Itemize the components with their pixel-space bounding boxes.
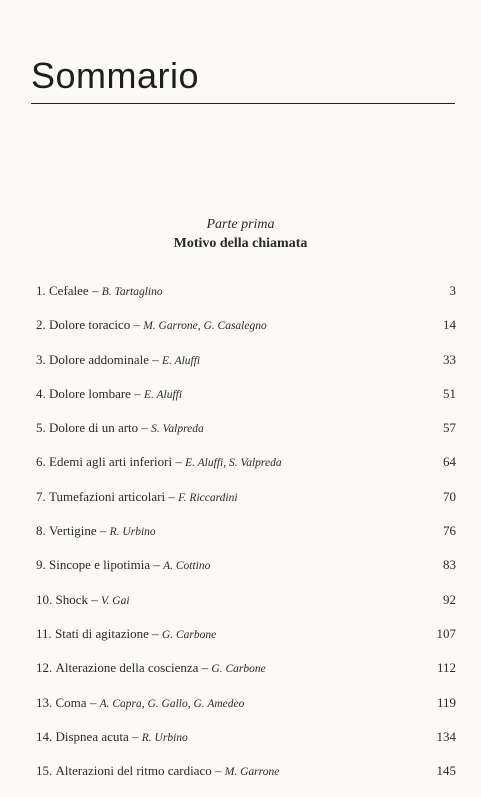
toc-entry-authors: A. Cottino <box>163 560 211 573</box>
toc-entry[interactable]: 8. Vertigine – R. Urbino 76 <box>36 523 456 539</box>
toc-entry-authors: M. Garrone, G. Casalegno <box>143 320 267 333</box>
toc-entry-page: 76 <box>443 523 456 539</box>
toc-entry-number: 12. <box>36 660 53 676</box>
toc-entry-title: Dolore toracico <box>49 317 131 333</box>
toc-entry[interactable]: 13. Coma – A. Capra, G. Gallo, G. Amedeo 119 <box>36 694 456 710</box>
toc-entry-title: Edemi agli arti inferiori <box>49 454 173 470</box>
toc-entry[interactable]: 12. Alterazione della coscienza – G. Carbone 112 <box>36 660 456 676</box>
toc-entry-title: Dispnea acuta <box>55 728 129 744</box>
toc-entry-authors: M. Garrone <box>224 766 280 779</box>
toc-entry-number: 4. <box>36 385 46 401</box>
toc-entry-title: Cefalee <box>49 283 89 298</box>
toc-entry-number: 10. <box>36 591 53 607</box>
toc-entry[interactable]: 15. Alterazioni del ritmo cardiaco – M. Garrone 145 <box>36 763 456 779</box>
toc-entry-authors: F. Riccardini <box>178 491 238 504</box>
toc-entry-title: Alterazione della coscienza <box>55 660 199 676</box>
table-of-contents <box>36 283 456 797</box>
toc-entry[interactable]: 6. Edemi agli arti inferiori – E. Aluffi, S. Valpreda 64 <box>36 454 456 470</box>
toc-entry-page: 70 <box>443 488 456 504</box>
toc-entry-title: Dolore di un arto <box>49 420 139 436</box>
toc-entry-authors: A. Capra, G. Gallo, G. Amedeo <box>99 697 245 710</box>
toc-entry-number: 13. <box>36 694 53 710</box>
toc-entry-page: 107 <box>436 625 456 641</box>
toc-entry-authors: V. Gai <box>101 594 130 607</box>
toc-entry-title: Dolore addominale <box>49 351 149 367</box>
toc-entry[interactable]: 5. Dolore di un arto – S. Valpreda 57 <box>36 420 456 436</box>
toc-entry-number: 8. <box>36 523 46 539</box>
toc-entry-title: Dolore lombare <box>49 385 131 401</box>
toc-entry-title: Tumefazioni articolari <box>49 488 166 504</box>
toc-entry-number: 6. <box>36 454 46 470</box>
toc-entry[interactable]: 10. Shock – V. Gai 92 <box>36 591 456 607</box>
toc-entry-authors: B. Tartaglino <box>101 286 163 298</box>
toc-entry-authors: R. Urbino <box>109 526 156 539</box>
toc-entry-number: 1. <box>36 283 46 298</box>
toc-entry-number: 9. <box>36 557 46 573</box>
toc-entry-page: 134 <box>436 728 456 744</box>
toc-entry[interactable]: 9. Sincope e lipotimia – A. Cottino 83 <box>36 557 456 573</box>
toc-entry-title: Shock <box>55 591 88 607</box>
toc-entry-title: Alterazioni del ritmo cardiaco <box>55 763 212 779</box>
toc-entry-authors: G. Carbone <box>211 663 266 676</box>
toc-entry-number: 2. <box>36 317 46 333</box>
toc-entry-title: Stati di agitazione <box>55 625 149 641</box>
toc-entry[interactable]: 4. Dolore lombare – E. Aluffi 51 <box>36 385 456 401</box>
toc-entry-page: 57 <box>443 420 456 436</box>
toc-entry-authors: G. Carbone <box>161 628 217 641</box>
toc-entry-number: 11. <box>36 625 52 641</box>
toc-entry[interactable]: 1. Cefalee – B. Tartaglino 3 <box>36 283 456 298</box>
toc-entry-number: 5. <box>36 420 46 436</box>
part-label: Parte prima <box>206 217 275 232</box>
toc-entry-page: 83 <box>443 557 456 573</box>
toc-entry-number: 3. <box>36 351 46 367</box>
toc-entry-authors: E. Aluffi, S. Valpreda <box>185 457 282 470</box>
toc-entry-page: 3 <box>449 283 456 298</box>
toc-entry[interactable]: 7. Tumefazioni articolari – F. Riccardini 70 <box>36 488 456 504</box>
toc-entry-page: 145 <box>436 763 456 779</box>
toc-entry-title: Vertigine <box>49 523 97 539</box>
toc-entry-page: 92 <box>443 591 456 607</box>
toc-entry-page: 51 <box>443 385 456 401</box>
toc-entry-page: 64 <box>443 454 456 470</box>
page-title: Sommario <box>31 55 200 96</box>
toc-entry-page: 112 <box>436 660 456 676</box>
toc-entry[interactable]: 3. Dolore addominale – E. Aluffi 33 <box>36 351 456 367</box>
toc-entry-number: 7. <box>36 488 46 504</box>
toc-entry-title: Sincope e lipotimia <box>49 557 151 573</box>
toc-entry[interactable]: 11. Stati di agitazione – G. Carbone 107 <box>36 625 456 641</box>
toc-entry-page: 119 <box>436 694 456 710</box>
toc-entry-authors: E. Aluffi <box>162 354 201 367</box>
toc-entry-number: 15. <box>36 763 53 779</box>
toc-entry[interactable]: 14. Dispnea acuta – R. Urbino 134 <box>36 728 456 744</box>
toc-entry[interactable]: 2. Dolore toracico – M. Garrone, G. Casalegno 14 <box>36 317 456 333</box>
toc-entry-authors: E. Aluffi <box>143 388 183 401</box>
toc-entry-page: 14 <box>443 317 456 333</box>
toc-entry-authors: R. Urbino <box>141 731 188 744</box>
title-divider <box>31 103 455 104</box>
toc-entry-number: 14. <box>36 728 53 744</box>
toc-entry-title: Coma <box>55 694 87 710</box>
toc-entry-page: 33 <box>443 351 456 367</box>
toc-entry-authors: S. Valpreda <box>151 423 204 436</box>
part-heading: Motivo della chiamata <box>173 236 308 251</box>
